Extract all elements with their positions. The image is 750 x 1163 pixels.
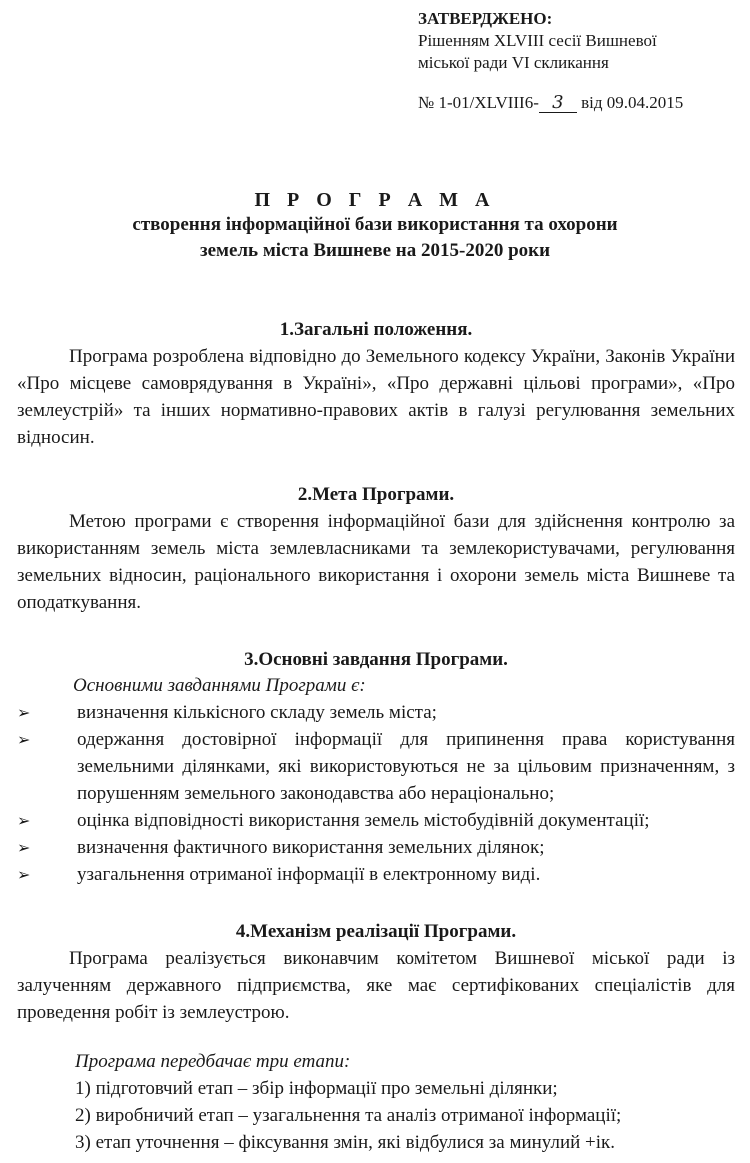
arrow-bullet-icon: ➢: [17, 703, 31, 722]
tasks-intro: Основними завданнями Програми є:: [73, 675, 366, 696]
list-item-text: оцінка відповідності використання земель містобудівній документації;: [77, 810, 650, 831]
title-line-2: земель міста Вишневе на 2015-2020 роки: [199, 240, 551, 261]
title-word: П Р О Г Р А М А: [254, 189, 496, 211]
document-body: [17, 316, 735, 1156]
list-item: [17, 834, 735, 861]
list-item-text: визначення фактичного використання земельних ділянок;: [77, 837, 545, 858]
approval-line-2: міської ради VI скликання: [418, 53, 609, 72]
section-heading: 3.Основні завдання Програми.: [244, 649, 508, 670]
section-paragraph: Програма реалізується виконавчим комітетом Вишневої міської ради із залученням державного підприємства, яке має сертифікованих спеціалістів для проведення робіт із землеустрою.: [17, 948, 735, 1023]
arrow-bullet-icon: ➢: [17, 838, 31, 857]
arrow-bullet-icon: ➢: [17, 865, 31, 884]
stage-item: 1) підготовчий етап – збір інформації про земельні ділянки;: [75, 1078, 558, 1099]
title-line-1: створення інформаційної бази використання та охорони: [132, 214, 618, 235]
section-heading: 1.Загальні положення.: [279, 319, 473, 340]
section-heading: 4.Механізм реалізації Програми.: [235, 921, 517, 942]
list-item: [17, 861, 735, 888]
approval-block: [418, 8, 738, 114]
section-heading: 2.Мета Програми.: [297, 484, 455, 505]
decree-line: [418, 92, 738, 114]
tasks-list: [17, 699, 735, 888]
section-tasks: [17, 646, 735, 888]
approval-line-1: Рішенням XLVIII сесії Вишневої: [418, 31, 657, 50]
section-paragraph: Програма розроблена відповідно до Земельного кодексу України, Законів України «Про місцеве самоврядування в Україні», «Про державні цільові програми», «Про землеустрій» та інших нормативно-правових актів в галузі регулювання земельних відносин.: [17, 346, 735, 448]
section-mechanism: [17, 918, 735, 1156]
list-item: [17, 726, 735, 807]
section-goal: [17, 481, 735, 616]
arrow-bullet-icon: ➢: [17, 730, 31, 749]
decree-date: від 09.04.2015: [576, 93, 684, 112]
section-general: [17, 316, 735, 451]
stage-item: 2) виробничий етап – узагальнення та аналіз отриманої інформації;: [75, 1105, 622, 1126]
document-title: [0, 188, 750, 264]
list-item-text: узагальнення отриманої інформації в електронному виді.: [77, 864, 541, 885]
list-item-text: одержання достовірної інформації для припинення права користування земельними ділянками, які використовуються не за цільовим призначенням, з порушенням земельного законодавства або нераціонально;: [77, 729, 735, 804]
approval-heading: ЗАТВЕРДЖЕНО:: [418, 9, 553, 28]
stages-intro: Програма передбачає три етапи:: [75, 1051, 351, 1072]
section-paragraph: Метою програми є створення інформаційної бази для здійснення контролю за використанням земель міста землевласниками та землекористувачами, регулювання земельних відносин, раціонального використання і охорони земель міста Вишневе та оподаткування.: [17, 511, 735, 613]
list-item: [17, 807, 735, 834]
decree-number: 3: [539, 94, 577, 113]
stage-item: 3) етап уточнення – фіксування змін, які відбулися за минулий +ік.: [75, 1132, 616, 1153]
list-item-text: визначення кількісного складу земель міста;: [77, 702, 437, 723]
arrow-bullet-icon: ➢: [17, 811, 31, 830]
list-item: [17, 699, 735, 726]
decree-prefix: № 1-01/XLVIII6-: [418, 93, 539, 112]
